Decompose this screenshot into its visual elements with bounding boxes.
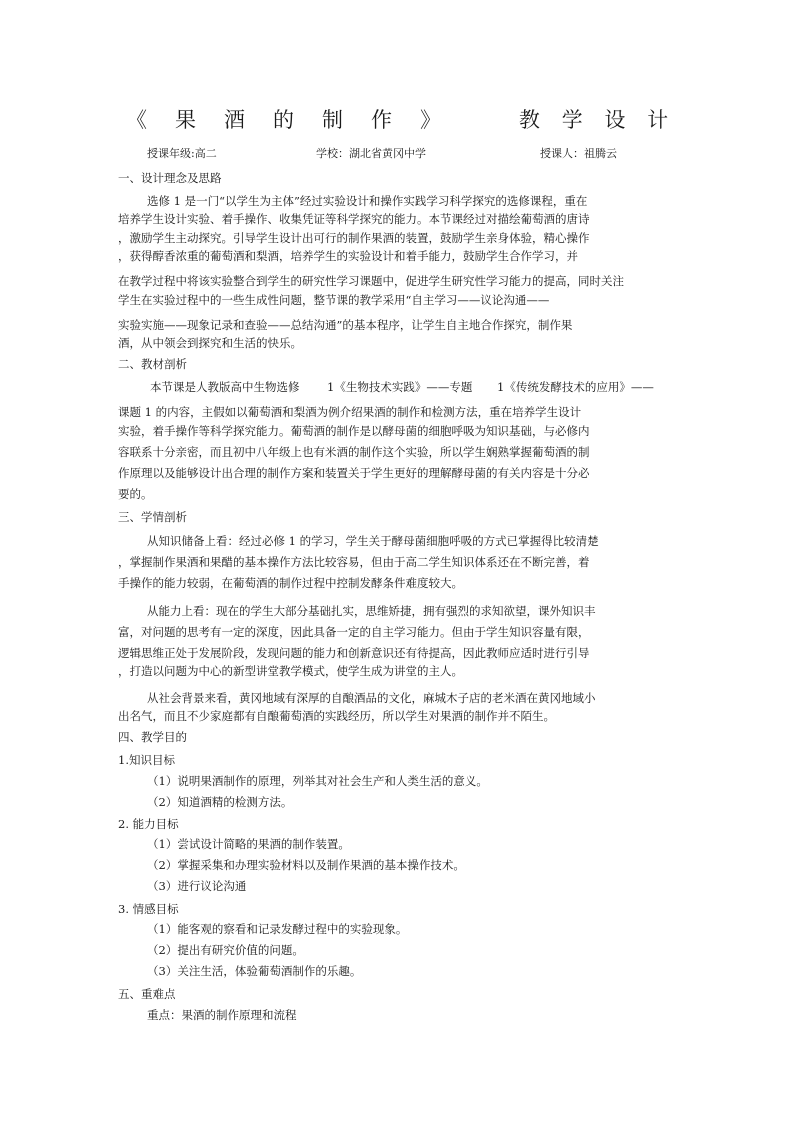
sec2-line: 实验，着手操作等科学探究能力。葡萄酒的制作是以酵母菌的细胞呼吸为知识基础，与必修内: [118, 424, 590, 438]
goal-item: （1）尝试设计简略的果酒的制作装置。: [147, 837, 350, 851]
sec1-line: 学生在实验过程中的一些生成性问题，整节课的教学采用“自主学习——议论沟通——: [118, 293, 550, 307]
goal-group-label: 2. 能力目标: [118, 817, 179, 831]
sec3-para2-line: ，打造以问题为中心的新型讲堂教学模式，使学生成为讲堂的主人。: [118, 664, 463, 678]
section-heading-1: 一、设计理念及思路: [118, 171, 222, 185]
sec2-line1-a: 本节课是人教版高中生物选修: [150, 380, 300, 394]
section-heading-4: 四、教学目的: [118, 730, 187, 744]
sec3-para1-line: ，掌握制作果酒和果醋的基本操作方法比较容易，但由于高二学生知识体系还在不断完善，着: [118, 555, 590, 569]
sec3-para3-line: 从社会背景来看，黄冈地域有深厚的自酿酒品的文化，麻城木子店的老米酒在黄冈地域小: [147, 691, 596, 705]
sec3-para2-line: 从能力上看：现在的学生大部分基础扎实，思维矫捷，拥有强烈的求知欲望，课外知识丰: [147, 604, 596, 618]
title-part2: 教学设计: [519, 108, 690, 132]
title-part1: 《果酒的制作》: [126, 108, 469, 132]
goal-item: （2）知道酒精的检测方法。: [147, 795, 293, 809]
sec3-para2-line: 富，对问题的思考有一定的深度，因此具备一定的自主学习能力。但由于学生知识容量有限，: [118, 625, 590, 639]
sec1-line: 在教学过程中将该实验整合到学生的研究性学习课题中，促进学生研究性学习能力的提高，同时关注: [118, 274, 624, 288]
goal-group-label: 3. 情感目标: [118, 902, 179, 916]
sec1-line: 选修 1 是一门“以学生为主体”经过实验设计和操作实践学习科学探究的选修课程，重在: [147, 194, 588, 208]
teacher-label: 授课人：祖腾云: [540, 147, 617, 160]
sec1-line: 酒，从中领会到探究和生活的快乐。: [118, 336, 302, 350]
goal-item: （1）说明果酒制作的原理，列举其对社会生产和人类生活的意义。: [147, 774, 488, 788]
section-heading-2: 二、教材剖析: [118, 357, 187, 371]
goal-group-label: 1.知识目标: [118, 753, 175, 767]
key-point-line: 重点：果酒的制作原理和流程: [147, 1008, 297, 1022]
goal-item: （2）掌握采集和办理实验材料以及制作果酒的基本操作技术。: [147, 858, 465, 872]
section-heading-5: 五、重难点: [118, 987, 176, 1001]
sec2-line: 作原理以及能够设计出合理的制作方案和装置关于学生更好的理解酵母菌的有关内容是十分必: [118, 466, 590, 480]
sec1-line: ，激励学生主动探究。引导学生设计出可行的制作果酒的装置，鼓励学生亲身体验，精心操作: [118, 231, 590, 245]
section-heading-3: 三、学情剖析: [118, 510, 187, 524]
sec2-line: 容联系十分亲密，而且初中八年级上也有米酒的制作这个实验，所以学生娴熟掌握葡萄酒的制: [118, 445, 590, 459]
sec2-line1-c: 1《传统发酵技术的应用》——: [497, 380, 654, 394]
sec3-para1-line: 手操作的能力较弱，在葡萄酒的制作过程中控制发酵条件难度较大。: [118, 576, 463, 590]
sec3-para1-line: 从知识储备上看：经过必修 1 的学习，学生关于酵母菌细胞呼吸的方式已掌握得比较清楚: [147, 534, 599, 548]
sec3-para3-line: 出名气，而且不少家庭都有自酿葡萄酒的实践经历，所以学生对果酒的制作并不陌生。: [118, 709, 555, 723]
sec2-line: 要的。: [118, 487, 153, 501]
goal-item: （2）提出有研究价值的问题。: [147, 943, 304, 957]
sec3-para2-line: 逻辑思维正处于发展阶段，发现问题的能力和创新意识还有待提高，因此教师应适时进行引导: [118, 646, 590, 660]
sec2-line: 课题 1 的内容，主假如以葡萄酒和梨酒为例介绍果酒的制作和检测方法，重在培养学生设计: [118, 405, 582, 419]
goal-item: （3）进行议论沟通: [147, 879, 247, 893]
sec1-line: 培养学生设计实验、着手操作、收集凭证等科学探究的能力。本节课经过对描绘葡萄酒的唐诗: [118, 212, 590, 226]
school-label: 学校：湖北省黄冈中学: [316, 147, 426, 160]
sec1-line: ，获得醇香浓重的葡萄酒和梨酒，培养学生的实验设计和着手能力，鼓励学生合作学习，并: [118, 249, 578, 263]
goal-item: （3）关注生活，体验葡萄酒制作的乐趣。: [147, 964, 362, 978]
sec1-line: 实验实施——现象记录和查验——总结沟通”的基本程序，让学生自主地合作探究，制作果: [118, 318, 573, 332]
grade-label: 授课年级:高二: [147, 147, 217, 160]
sec2-line1-b: 1《生物技术实践》——专题: [327, 380, 473, 394]
goal-item: （1）能客观的察看和记录发酵过程中的实验现象。: [147, 922, 408, 936]
